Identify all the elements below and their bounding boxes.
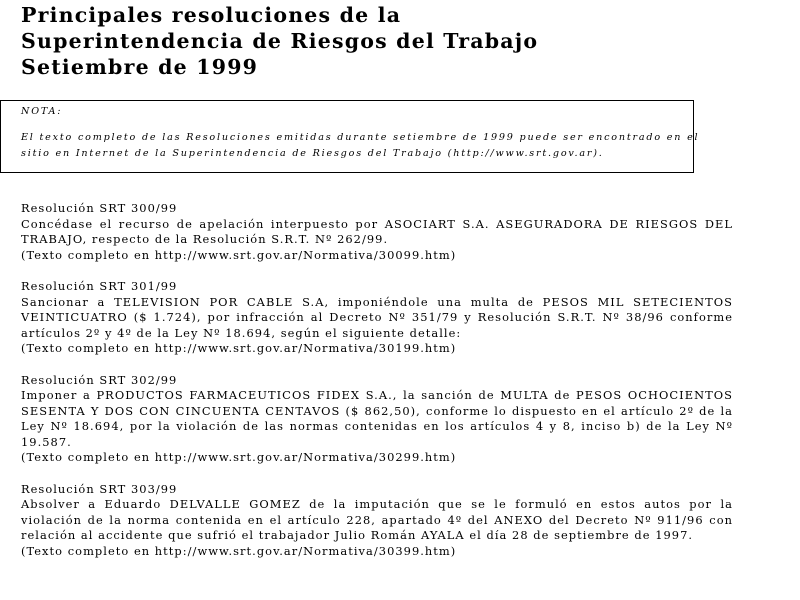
resolution-text: Absolver a Eduardo DELVALLE GOMEZ de la imputación que se le formuló en estos autos por la violación de la norma contenida en el artículo 228, apartado 4º del ANEXO del Decreto Nº 911/96 con relación al accidente que sufrió el trabajador Julio Román AYALA el día 28 de septiembre de 1997. <box>21 497 733 542</box>
resolution-title: Resolución SRT 300/99 <box>21 201 178 215</box>
resolution-entry <box>21 201 733 263</box>
resolution-title: Resolución SRT 301/99 <box>21 279 178 293</box>
note-text: El texto completo de las Resoluciones emitidas durante setiembre de 1999 puede ser encontrado en el sitio en Internet de la Superintendencia de Riesgos del Trabajo (http://www.srt.gov.ar). <box>21 132 700 159</box>
resolution-list <box>21 201 733 575</box>
resolution-link: (Texto completo en http://www.srt.gov.ar/Normativa/30299.htm) <box>21 450 457 464</box>
document-title <box>21 2 761 80</box>
document-title-line: Principales resoluciones de la <box>21 3 402 27</box>
resolution-entry <box>21 279 733 357</box>
resolution-title: Resolución SRT 302/99 <box>21 372 178 387</box>
document-title-line: Setiembre de 1999 <box>21 55 259 79</box>
document-title-line: Superintendencia de Riesgos del Trabajo <box>21 29 539 53</box>
resolution-entry <box>21 373 733 466</box>
resolution-text: Imponer a PRODUCTOS FARMACEUTICOS FIDEX S.A., la sanción de MULTA de PESOS OCHOCIENTOS SESENTA Y DOS CON CINCUENTA CENTAVOS ($ 862,50), conforme lo dispuesto en el artículo 2º de la Ley Nº 18.694, por la violación de las normas contenidas en los artículos 4 y 8, inciso b) de la Ley Nº 19.587. <box>21 388 733 449</box>
resolution-link: (Texto completo en http://www.srt.gov.ar/Normativa/30399.htm) <box>21 543 457 558</box>
resolution-title: Resolución SRT 303/99 <box>21 481 178 496</box>
resolution-link: (Texto completo en http://www.srt.gov.ar/Normativa/30199.htm) <box>21 341 457 355</box>
resolution-link: (Texto completo en http://www.srt.gov.ar/Normativa/30099.htm) <box>21 247 457 262</box>
note-box <box>0 100 700 173</box>
resolution-entry <box>21 482 733 560</box>
resolution-text: Sancionar a TELEVISION POR CABLE S.A, imponiéndole una multa de PESOS MIL SETECIENTOS VEINTICUATRO ($ 1.724), por infracción al Decreto Nº 351/79 y Resolución S.R.T. Nº 38/96 conforme artículos 2º y 4º de la Ley Nº 18.694, según el siguiente detalle: <box>21 294 733 340</box>
note-label: NOTA: <box>21 106 63 117</box>
resolution-text: Concédase el recurso de apelación interpuesto por ASOCIART S.A. ASEGURADORA DE RIESGOS DEL TRABAJO, respecto de la Resolución S.R.T. Nº 262/99. <box>21 216 733 246</box>
